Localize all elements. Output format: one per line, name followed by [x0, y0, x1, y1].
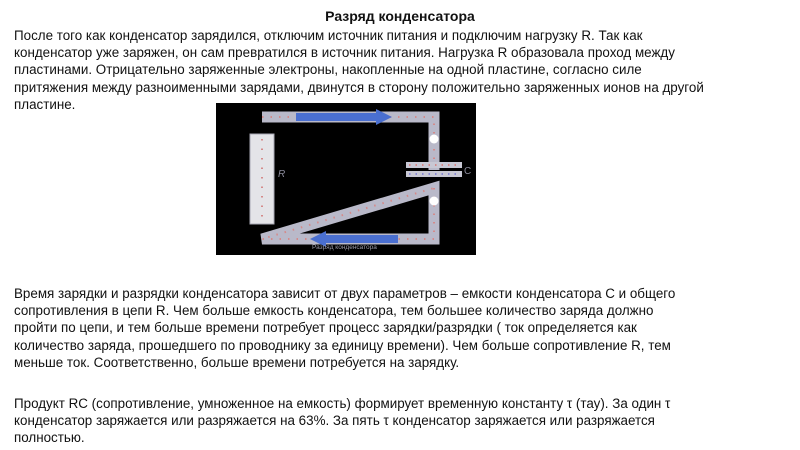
text-line: После того как конденсатор зарядился, отключим источник питания и подключим нагрузку R. Так как: [14, 28, 643, 43]
capacitor-bottom-plate: [406, 171, 462, 177]
resistor: [250, 134, 274, 224]
text-line: пластинами. Отрицательно заряженные электроны, накопленные на одной пластине, согласно силе: [14, 62, 642, 78]
wire-charge-dots: [262, 117, 434, 239]
text-line: пройти по цепи, и тем больше времени потребует процесс зарядки/разрядки ( ток определяется как: [14, 320, 637, 336]
capacitor-top-plate: [406, 162, 462, 168]
figure-caption: Разряд конденсатора: [312, 244, 377, 251]
electron: [430, 197, 439, 206]
paragraph-time-constant: [14, 395, 786, 447]
resistor-label: R: [278, 169, 286, 180]
text-line: пластине.: [14, 96, 76, 112]
text-line: Продукт RC (сопротивление, умноженное на емкость) формирует временную константу τ (тау). За один τ: [14, 396, 671, 411]
current-arrow-top: [296, 109, 392, 125]
paragraph-discharge-intro: [14, 27, 786, 113]
circuit-wire: [262, 117, 434, 239]
paragraph-time-dependence: [14, 285, 786, 371]
text-line: меньше ток. Соответственно, больше времени потребуется на зарядку.: [14, 354, 460, 370]
electron: [430, 135, 439, 144]
discharge-circuit-figure: [216, 103, 476, 255]
text-line: количество заряда, прошедшего по проводнику за единицу времени). Чем больше сопротивление R, тем: [14, 337, 671, 353]
text-line: полностью.: [14, 430, 85, 446]
circuit-diagram: [216, 103, 476, 255]
page-title: Разряд конденсатора: [325, 8, 475, 24]
text-line: Время зарядки и разрядки конденсатора зависит от двух параметров – емкости конденсатора C и общего: [14, 286, 676, 301]
capacitor-label: C: [464, 166, 472, 177]
text-line: конденсатор заряжается или разряжается на 63%. За пять τ конденсатор заряжается или разряжается: [14, 413, 655, 429]
text-line: конденсатор уже заряжен, он сам превратился в источник питания. Нагрузка R образовала проход между: [14, 45, 675, 61]
text-line: сопротивления в цепи R. Чем больше емкость конденсатора, тем большее количество заряда должно: [14, 303, 654, 319]
text-line: притяжения между разноименными зарядами, двинутся в сторону положительно заряженных ионов на другой: [14, 79, 704, 95]
